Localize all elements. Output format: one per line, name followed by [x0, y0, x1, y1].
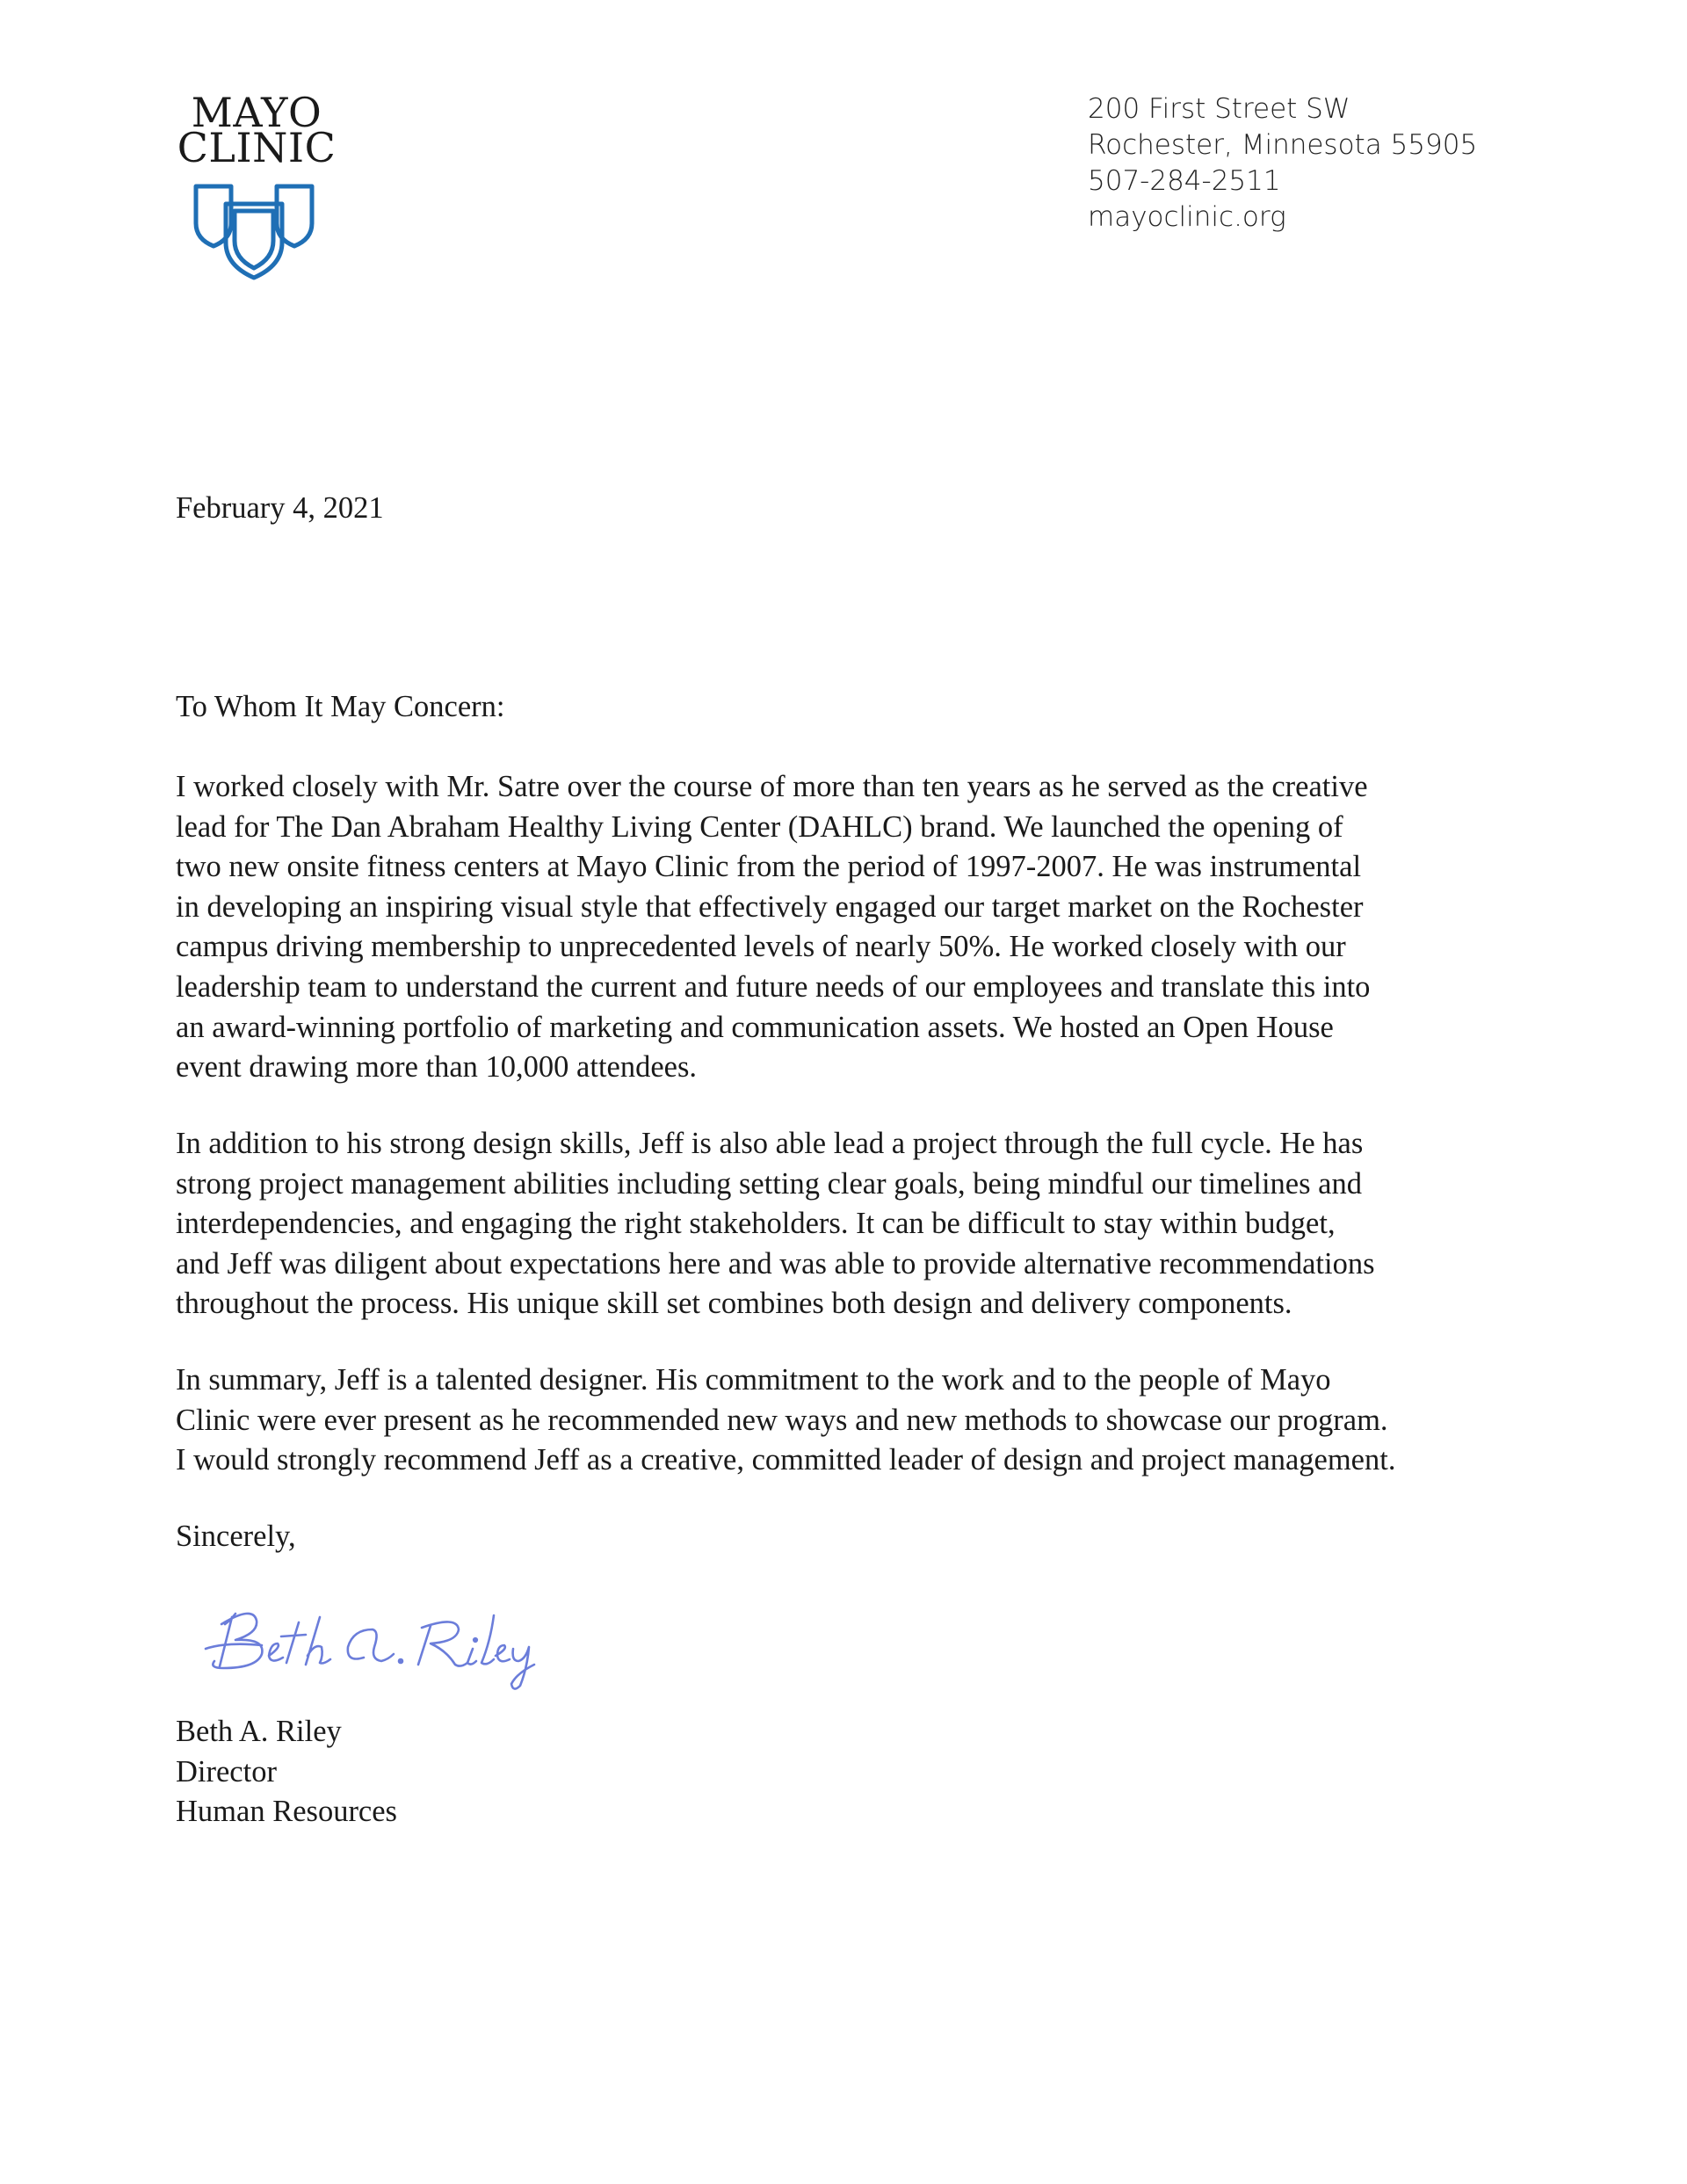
- logo-text-clinic: CLINIC: [177, 124, 337, 171]
- handwritten-signature: [200, 1598, 569, 1694]
- body-paragraph-3: [176, 1360, 1494, 1481]
- paragraph-line: In summary, Jeff is a talented designer. His commitment to the work and to the people of Mayo: [176, 1363, 1331, 1397]
- paragraph-line: strong project management abilities including setting clear goals, being mindful our timelines and: [176, 1166, 1362, 1201]
- letter-date: February 4, 2021: [176, 491, 384, 525]
- paragraph-line: and Jeff was diligent about expectations here and was able to provide alternative recommendations: [176, 1246, 1375, 1281]
- signature-block: [176, 1712, 397, 1832]
- paragraph-line: campus driving membership to unprecedented levels of nearly 50%. He worked closely with our: [176, 930, 1346, 964]
- signer-title: Director: [176, 1754, 277, 1789]
- paragraph-line: I worked closely with Mr. Satre over the course of more than ten years as he served as the creative: [176, 770, 1368, 803]
- address-website: mayoclinic.org: [1088, 201, 1286, 233]
- paragraph-line: event drawing more than 10,000 attendees.: [176, 1050, 698, 1085]
- address-city: Rochester, Minnesota 55905: [1088, 129, 1478, 161]
- paragraph-line: I would strongly recommend Jeff as a creative, committed leader of design and project management.: [176, 1443, 1396, 1477]
- body-paragraph-2: [176, 1124, 1494, 1324]
- address-phone: 507-284-2511: [1088, 165, 1281, 197]
- paragraph-line: throughout the process. His unique skill set combines both design and delivery components.: [176, 1287, 1292, 1321]
- paragraph-line: leadership team to understand the current and future needs of our employees and translate this into: [176, 969, 1371, 1004]
- paragraph-line: an award-winning portfolio of marketing and communication assets. We hosted an Open House: [176, 1010, 1334, 1044]
- three-shields-icon: [192, 181, 315, 282]
- letterhead-address: [1088, 91, 1477, 236]
- closing: Sincerely,: [176, 1520, 296, 1553]
- paragraph-line: In addition to his strong design skills, Jeff is also able lead a project through the full cycle. He has: [176, 1127, 1364, 1160]
- paragraph-line: two new onsite fitness centers at Mayo Clinic from the period of 1997-2007. He was instrumental: [176, 850, 1362, 884]
- salutation: To Whom It May Concern:: [176, 690, 505, 723]
- mayo-clinic-logo: [173, 89, 340, 171]
- signer-department: Human Resources: [176, 1795, 397, 1829]
- signer-name: Beth A. Riley: [176, 1715, 342, 1748]
- paragraph-line: lead for The Dan Abraham Healthy Living Center (DAHLC) brand. We launched the opening of: [176, 809, 1343, 844]
- body-paragraph-1: [176, 767, 1494, 1088]
- paragraph-line: interdependencies, and engaging the right stakeholders. It can be difficult to stay within budget,: [176, 1207, 1336, 1241]
- paragraph-line: in developing an inspiring visual style that effectively engaged our target market on the Rochester: [176, 889, 1364, 924]
- paragraph-line: Clinic were ever present as he recommended new ways and new methods to showcase our program.: [176, 1403, 1388, 1437]
- address-street: 200 First Street SW: [1088, 93, 1350, 125]
- logo-text-mayo: MAYO: [191, 89, 322, 136]
